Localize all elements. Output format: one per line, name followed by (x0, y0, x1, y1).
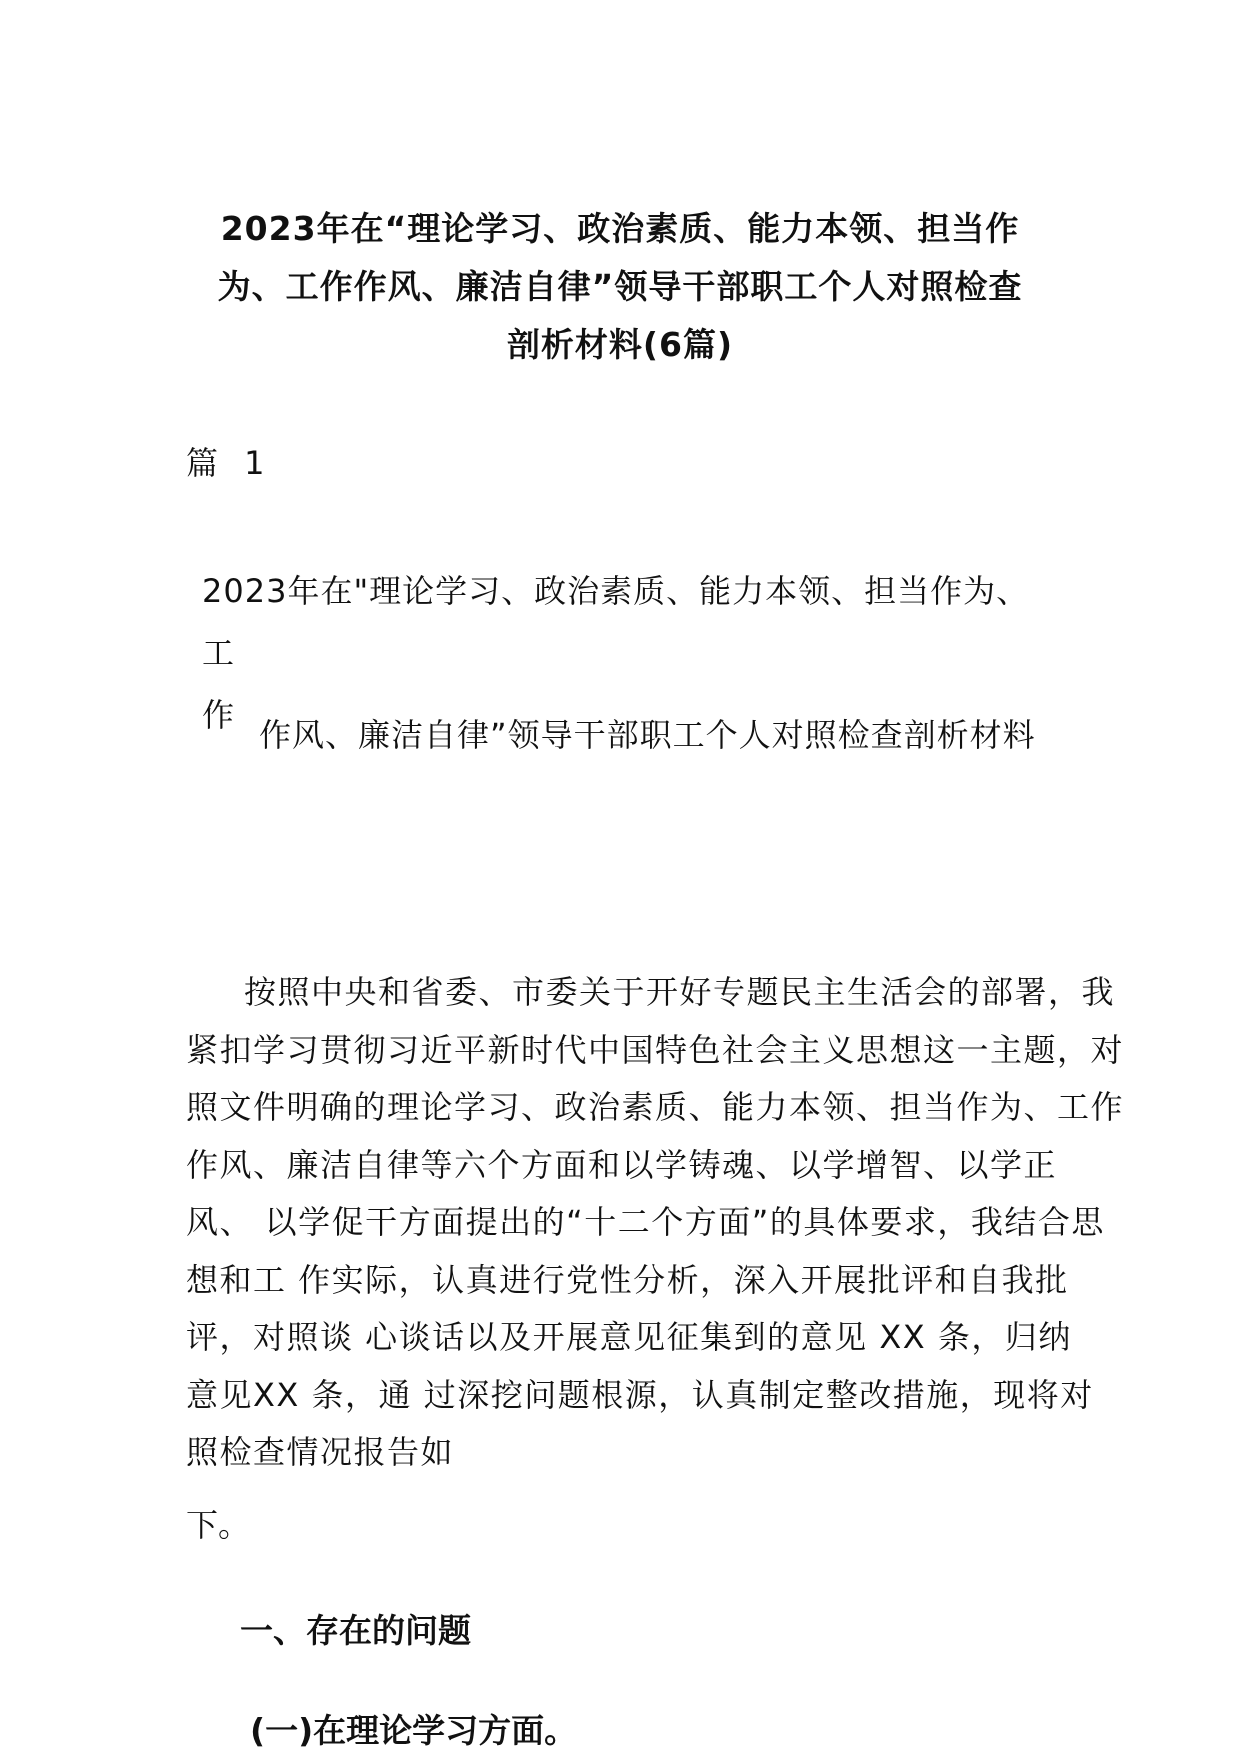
article-subtitle-continued: 作风、廉洁自律”领导干部职工个人对照检查剖析材料 (259, 716, 1036, 754)
subtitle-line-2: 作 (202, 696, 236, 734)
body-line-4: 作风、廉洁自律等六个方面和以学铸魂、以学增智、以学正 (186, 1145, 1058, 1184)
body-paragraph (186, 964, 1125, 1482)
body-line-2: 紧扣学习贯彻习近平新时代中国特色社会主义思想这一主题，对 (186, 1030, 1125, 1069)
sub-section-heading: (一)在理论学习方面。 (250, 1711, 578, 1750)
body-line-3: 照文件明确的理论学习、政治素质、能力本领、担当作为、工作 (186, 1088, 1125, 1126)
document-title (200, 200, 1040, 374)
body-line-1: 按照中央和省委、市委关于开好专题民主生活会的部署，我 (244, 973, 1116, 1011)
subtitle-line-1: 2023年在"理论学习、政治素质、能力本领、担当作为、工 (202, 572, 1030, 672)
body-line-9: 照检查情况报告如 (186, 1433, 455, 1471)
body-tail: 下。 (186, 1506, 251, 1544)
body-line-7: 评，对照谈 心谈话以及开展意见征集到的意见 XX 条，归纳 (186, 1318, 1072, 1356)
title-line-1: 2023年在“理论学习、政治素质、能力本领、担当作 (220, 209, 1020, 248)
body-line-6: 想和工 作实际，认真进行党性分析，深入开展批评和自我批 (186, 1260, 1069, 1299)
body-line-5: 风、 以学促干方面提出的“十二个方面”的具体要求，我结合思 (186, 1203, 1105, 1241)
title-line-2: 为、工作作风、廉洁自律”领导干部职工个人对照检查 (217, 267, 1023, 306)
body-line-8: 意见XX 条，通 过深挖问题根源，认真制定整改措施，现将对 (186, 1375, 1094, 1414)
part-label: 篇 1 (186, 444, 273, 482)
title-line-3: 剖析材料(6篇) (506, 325, 734, 364)
section-heading: 一、存在的问题 (240, 1611, 471, 1650)
